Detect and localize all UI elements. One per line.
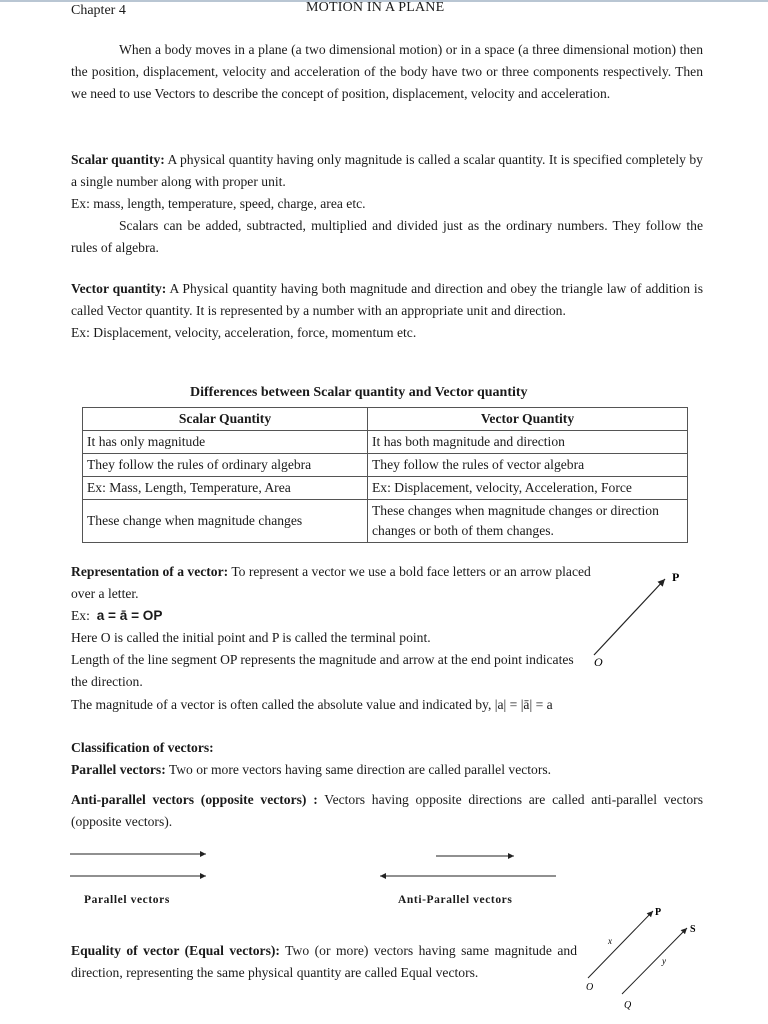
- representation-length: Length of the line segment OP represents the magnitude and arrow at the end point indicates the direction.: [71, 652, 574, 689]
- scalar-rules: Scalars can be added, subtracted, multiplied and divided just as the ordinary numbers. They follow the rules of algebra.: [71, 218, 703, 255]
- op-label-o: O: [594, 655, 603, 669]
- op-label-p: P: [672, 570, 680, 584]
- anti-parallel-term: Anti-parallel vectors (opposite vectors) :: [71, 792, 318, 807]
- table-cell: They follow the rules of vector algebra: [368, 454, 688, 477]
- equal-vector-qs: [622, 928, 687, 994]
- table-cell: These change when magnitude changes: [83, 500, 368, 543]
- equal-label-p: P: [655, 907, 662, 918]
- table-header-vector: Vector Quantity: [368, 408, 688, 431]
- table-cell: They follow the rules of ordinary algebra: [83, 454, 368, 477]
- table-cell: Ex: Displacement, velocity, Acceleration, Force: [368, 477, 688, 500]
- anti-parallel-caption: Anti-Parallel vectors: [398, 894, 513, 906]
- table-cell: These changes when magnitude changes or direction changes or both of them changes.: [368, 500, 688, 543]
- equal-vector-op: [588, 911, 653, 978]
- table-title: Differences between Scalar quantity and Vector quantity: [190, 385, 528, 400]
- table-cell: It has only magnitude: [83, 431, 368, 454]
- classification-heading-text: Classification of vectors:: [71, 740, 214, 755]
- parallel-term: Parallel vectors:: [71, 762, 166, 777]
- table-cell: Ex: Mass, Length, Temperature, Area: [83, 477, 368, 500]
- scalar-examples: Ex: mass, length, temperature, speed, charge, area etc.: [71, 196, 366, 211]
- vector-term: Vector quantity:: [71, 281, 167, 296]
- vector-examples: Ex: Displacement, velocity, acceleration, force, momentum etc.: [71, 325, 417, 340]
- scalar-definition-text: A physical quantity having only magnitude is called a scalar quantity. It is specified completely by a single number along with proper unit.: [71, 152, 703, 189]
- op-vector-line: [594, 579, 665, 655]
- representation-initial-terminal: Here O is called the initial point and P is called the terminal point.: [71, 630, 431, 645]
- parallel-caption: Parallel vectors: [84, 894, 170, 906]
- equality-term: Equality of vector (Equal vectors):: [71, 943, 280, 958]
- chapter-label: Chapter 4: [71, 3, 126, 18]
- scalar-term: Scalar quantity:: [71, 152, 165, 167]
- equal-label-s: S: [690, 924, 696, 935]
- anti-parallel-text: Vectors having opposite directions are called anti-parallel vectors (opposite vectors).: [71, 792, 703, 829]
- equal-label-q: Q: [624, 1000, 632, 1011]
- example-formula: a = ā = OP: [96, 608, 163, 623]
- table-header-scalar: Scalar Quantity: [83, 408, 368, 431]
- parallel-text: Two or more vectors having same direction are called parallel vectors.: [165, 762, 552, 777]
- magnitude-line: The magnitude of a vector is often called the absolute value and indicated by, |a| = |ā| = a: [71, 697, 553, 712]
- equal-label-x: x: [608, 936, 612, 946]
- equal-label-y: y: [662, 956, 666, 966]
- chapter-title: MOTION IN A PLANE: [306, 0, 445, 15]
- equal-label-o: O: [586, 982, 594, 993]
- example-prefix: Ex:: [71, 608, 90, 623]
- vector-definition-text: A Physical quantity having both magnitude and direction and obey the triangle law of addition is called Vector quantity. It is represented by a number with an appropriate unit and direction.: [71, 281, 704, 318]
- equality-text: Two (or more) vectors having same magnitude and direction, representing the same physical quantity are called Equal vectors.: [71, 943, 577, 980]
- table-cell: It has both magnitude and direction: [368, 431, 688, 454]
- intro-text: When a body moves in a plane (a two dimensional motion) or in a space (a three dimensional motion) then the position, displacement, velocity and acceleration of the body have two or three components respectively. Then we need to use Vectors to describe the concept of position, displacement, velocity and acceleration.: [71, 42, 703, 101]
- representation-term: Representation of a vector:: [71, 564, 229, 579]
- representation-text: To represent a vector we use a bold face letters or an arrow placed over a letter.: [71, 564, 591, 601]
